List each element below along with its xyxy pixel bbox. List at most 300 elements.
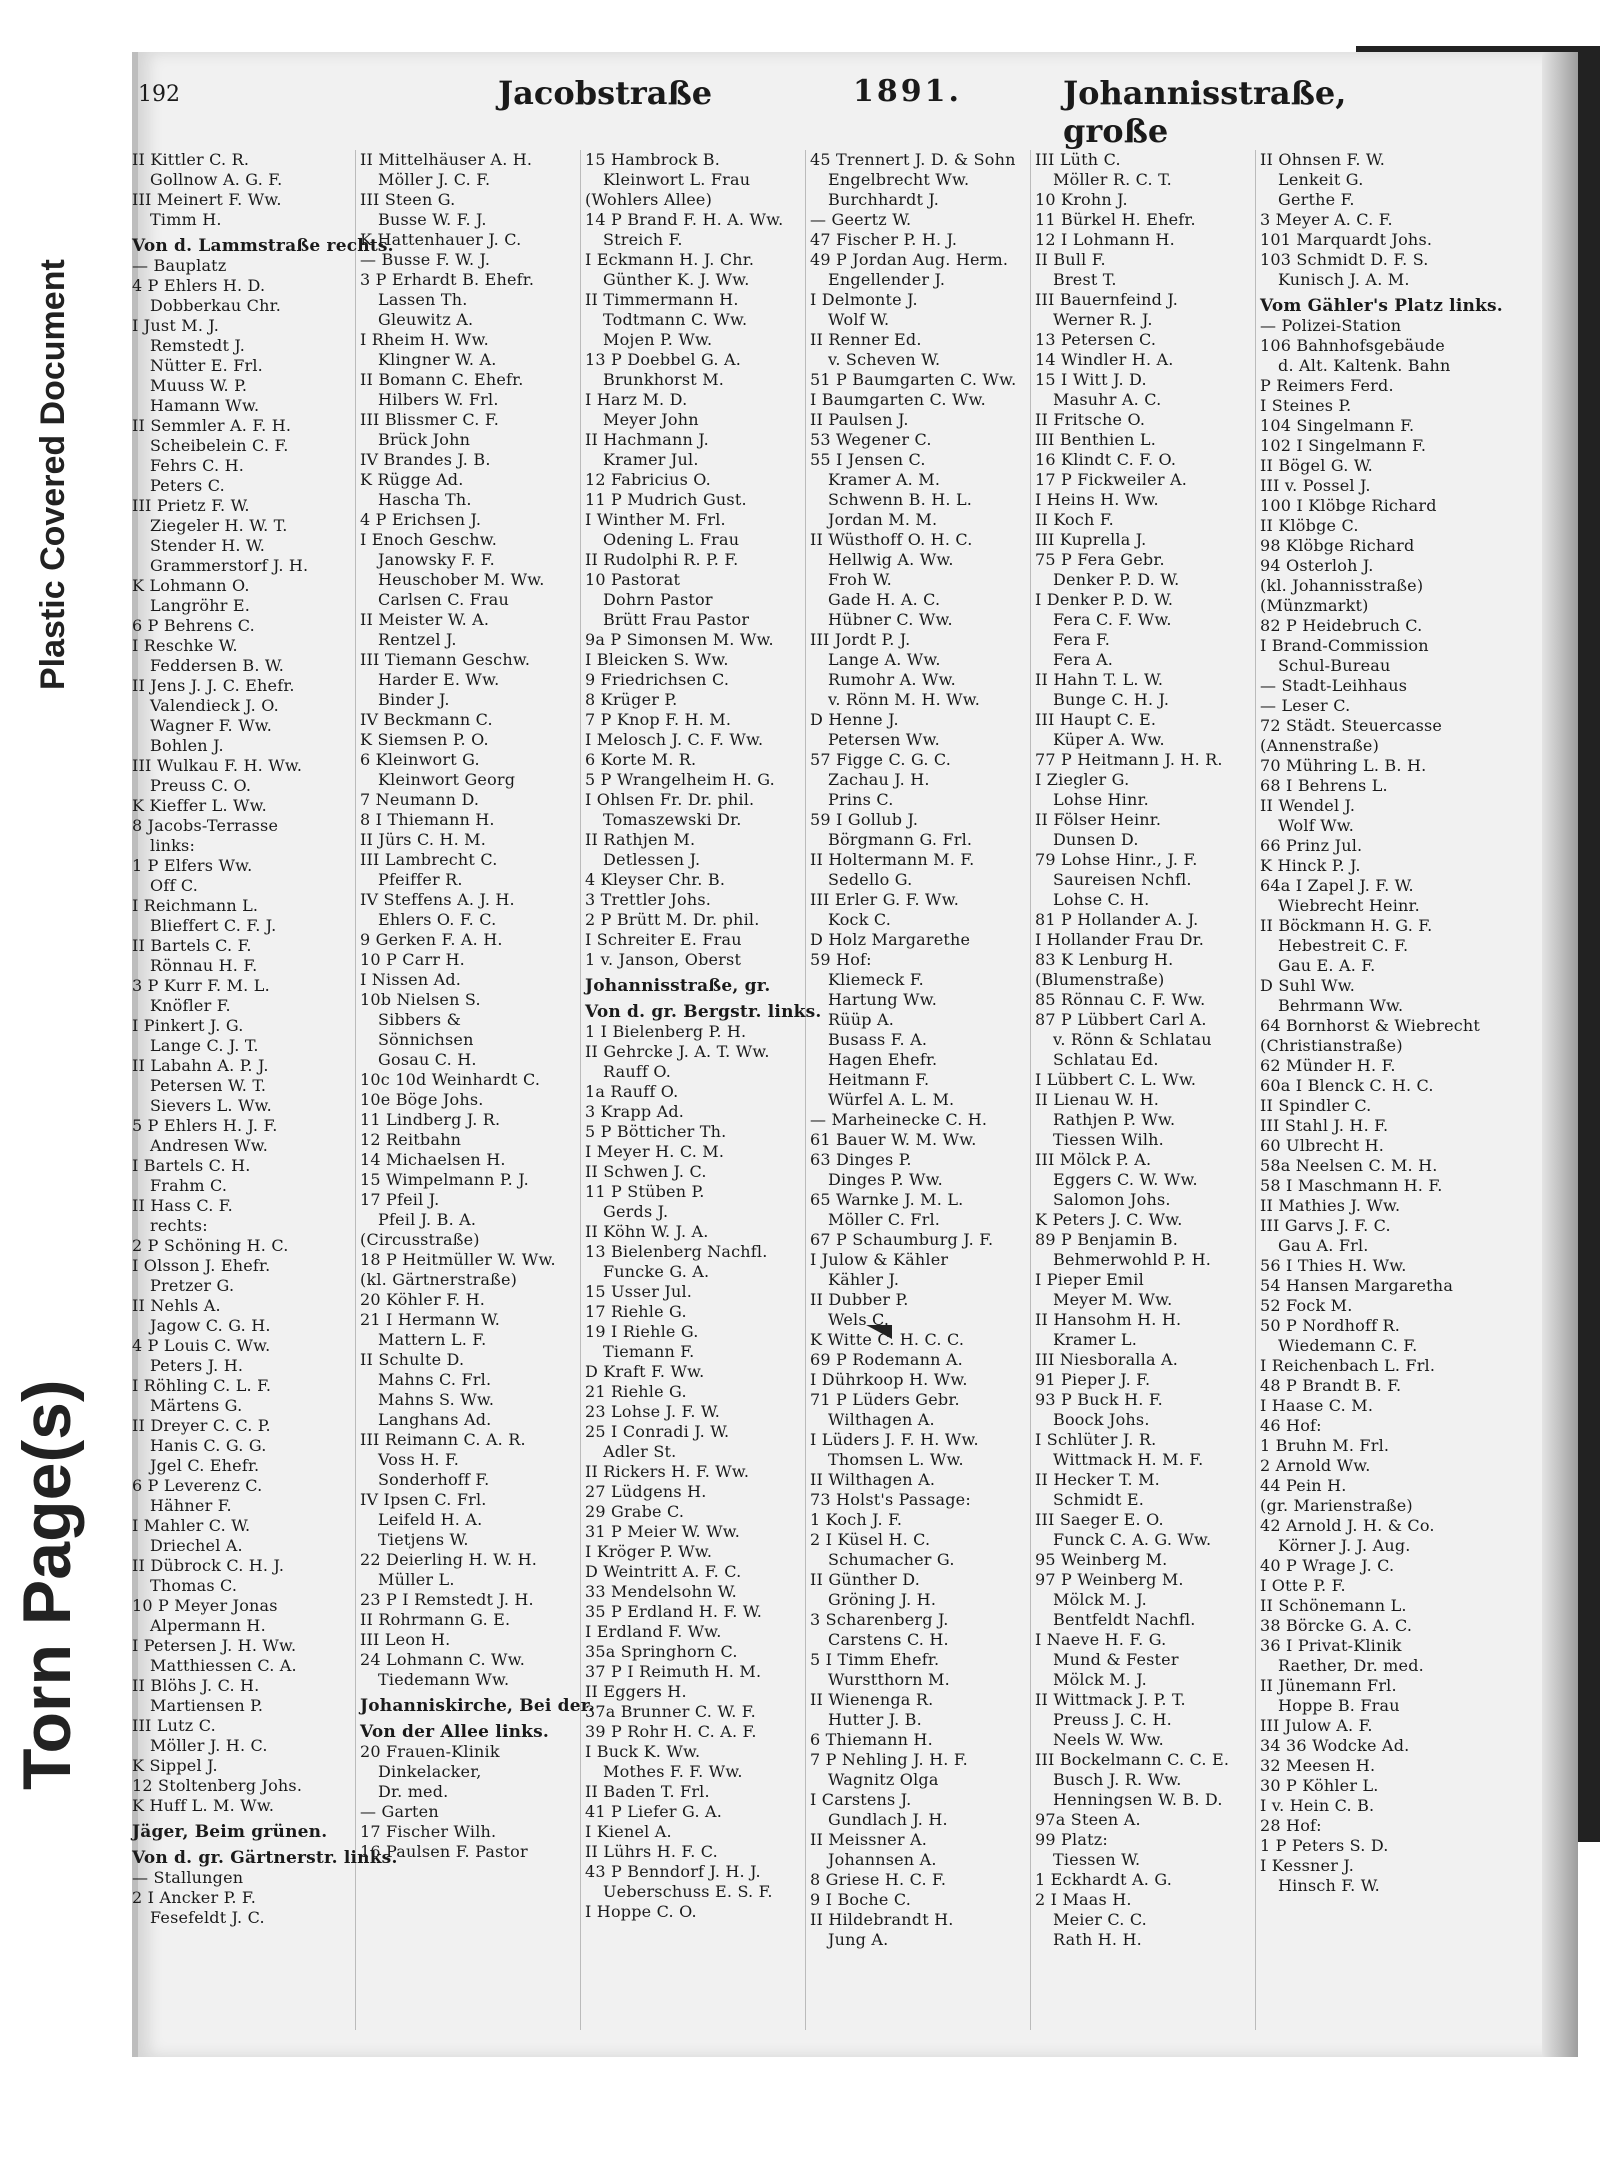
directory-entry: II Mittelhäuser A. H.	[360, 150, 533, 169]
directory-entry: — Polizei-Station	[1260, 316, 1402, 335]
directory-entry: 66 Prinz Jul.	[1260, 836, 1363, 855]
directory-entry: Feddersen B. W.	[150, 656, 285, 675]
directory-entry: 64 Bornhorst & Wiebrecht	[1260, 1016, 1481, 1035]
directory-entry: Gollnow A. G. F.	[150, 170, 283, 189]
directory-entry: 25 I Conradi J. W.	[585, 1422, 730, 1441]
directory-entry: 58a Neelsen C. M. H.	[1260, 1156, 1438, 1175]
directory-entry: 36 I Privat-Klinik	[1260, 1636, 1402, 1655]
directory-entry: Gau A. Frl.	[1278, 1236, 1369, 1255]
directory-entry: Kramer A. M.	[828, 470, 941, 489]
directory-entry: Busse W. F. J.	[378, 210, 487, 229]
directory-entry: Wiedemann C. F.	[1278, 1336, 1418, 1355]
directory-entry: 81 P Hollander A. J.	[1035, 910, 1199, 929]
directory-entry: II Wendel J.	[1260, 796, 1356, 815]
directory-entry: Jgel C. Ehefr.	[150, 1456, 260, 1475]
directory-entry: 61 Bauer W. M. Ww.	[810, 1130, 977, 1149]
directory-entry: I Melosch J. C. F. Ww.	[585, 730, 764, 749]
directory-entry: I Schlüter J. R.	[1035, 1430, 1157, 1449]
directory-entry: III v. Possel J.	[1260, 476, 1371, 495]
directory-entry: K Huff L. M. Ww.	[132, 1796, 275, 1815]
directory-entry: 3 Scharenberg J.	[810, 1610, 949, 1629]
directory-entry: Dunsen D.	[1053, 830, 1139, 849]
directory-entry: 14 Michaelsen H.	[360, 1150, 506, 1169]
directory-entry: I Carstens J.	[810, 1790, 912, 1809]
directory-entry: I Reichenbach L. Frl.	[1260, 1356, 1436, 1375]
directory-entry: III Saeger E. O.	[1035, 1510, 1164, 1529]
directory-entry: Hanis C. G. G.	[150, 1436, 267, 1455]
directory-entry: Hagen Ehefr.	[828, 1050, 938, 1069]
directory-entry: 28 Hof:	[1260, 1816, 1322, 1835]
directory-entry: Matthiessen C. A.	[150, 1656, 297, 1675]
directory-entry: K Witte C. H. C. C.	[810, 1330, 965, 1349]
directory-entry: Langröhr E.	[150, 596, 250, 615]
directory-entry: III Lambrecht C.	[360, 850, 498, 869]
directory-entry: 1 P Elfers Ww.	[132, 856, 253, 875]
directory-entry: III Mölck P. A.	[1035, 1150, 1152, 1169]
directory-entry: Mojen P. Ww.	[603, 330, 713, 349]
directory-entry: Froh W.	[828, 570, 892, 589]
directory-entry: I Haase C. M.	[1260, 1396, 1374, 1415]
directory-entry: Klingner W. A.	[378, 350, 497, 369]
directory-entry: II Blöhs J. C. H.	[132, 1676, 260, 1695]
directory-entry: Behmerwohld P. H.	[1053, 1250, 1212, 1269]
directory-entry: Todtmann C. Ww.	[603, 310, 748, 329]
directory-entry: 4 P Ehlers H. D.	[132, 276, 266, 295]
directory-entry: I Petersen J. H. Ww.	[132, 1636, 297, 1655]
directory-entry: 2 P Schöning H. C.	[132, 1236, 289, 1255]
directory-entry: Bohlen J.	[150, 736, 224, 755]
directory-entry: Küper A. Ww.	[1053, 730, 1165, 749]
directory-entry: Dobberkau Chr.	[150, 296, 282, 315]
directory-entry: II Fritsche O.	[1035, 410, 1146, 429]
directory-entry: Sonderhoff F.	[378, 1470, 490, 1489]
directory-entry: Henningsen W. B. D.	[1053, 1790, 1223, 1809]
directory-entry: Lange C. J. T.	[150, 1036, 259, 1055]
directory-entry: 5 P Wrangelheim H. G.	[585, 770, 775, 789]
directory-entry: I Dührkoop H. Ww.	[810, 1370, 968, 1389]
directory-entry: 38 Börcke G. A. C.	[1260, 1616, 1413, 1635]
directory-entry: III Blissmer C. F.	[360, 410, 499, 429]
directory-entry: II Dubber P.	[810, 1290, 909, 1309]
directory-entry: 41 P Liefer G. A.	[585, 1802, 723, 1821]
directory-entry: v. Rönn M. H. Ww.	[828, 690, 981, 709]
directory-entry: Kunisch J. A. M.	[1278, 270, 1410, 289]
directory-entry: I Eckmann H. J. Chr.	[585, 250, 755, 269]
directory-entry: 49 P Jordan Aug. Herm.	[810, 250, 1009, 269]
directory-entry: (Annenstraße)	[1260, 736, 1380, 755]
page-gutter	[1542, 52, 1578, 2057]
directory-entry: (Blumenstraße)	[1035, 970, 1165, 989]
directory-entry: 16 Paulsen F. Pastor	[360, 1842, 528, 1861]
directory-entry: Schlatau Ed.	[1053, 1050, 1159, 1069]
directory-entry: Mölck M. J.	[1053, 1670, 1147, 1689]
directory-entry: Meier C. C.	[1053, 1910, 1147, 1929]
directory-entry: IV Brandes J. B.	[360, 450, 491, 469]
directory-entry: Brück John	[378, 430, 471, 449]
directory-entry: II Wüsthoff O. H. C.	[810, 530, 973, 549]
directory-entry: 2 I Küsel H. C.	[810, 1530, 931, 1549]
directory-entry: I Röhling C. L. F.	[132, 1376, 272, 1395]
directory-entry: D Henne J.	[810, 710, 899, 729]
directory-entry: 11 Bürkel H. Ehefr.	[1035, 210, 1196, 229]
directory-entry: 15 Hambrock B.	[585, 150, 721, 169]
directory-entry: Engelbrecht Ww.	[828, 170, 970, 189]
directory-entry: III Benthien L.	[1035, 430, 1156, 449]
directory-entry: 15 I Witt J. D.	[1035, 370, 1147, 389]
directory-entry: II Köhn W. J. A.	[585, 1222, 709, 1241]
directory-entry: II Dübrock C. H. J.	[132, 1556, 285, 1575]
directory-entry: 106 Bahnhofsgebäude	[1260, 336, 1445, 355]
directory-entry: 10e Böge Johs.	[360, 1090, 484, 1109]
directory-entry: Carlsen C. Frau	[378, 590, 510, 609]
directory-entry: Von der Allee links.	[360, 1722, 550, 1742]
directory-entry: III Bockelmann C. C. E.	[1035, 1750, 1230, 1769]
directory-entry: 2 I Ancker P. F.	[132, 1888, 256, 1907]
directory-entry: I Otte P. F.	[1260, 1576, 1346, 1595]
directory-entry: 2 P Brütt M. Dr. phil.	[585, 910, 760, 929]
directory-entry: 1 Koch J. F.	[810, 1510, 903, 1529]
directory-entry: I Bleicken S. Ww.	[585, 650, 729, 669]
directory-entry: I Reichmann L.	[132, 896, 259, 915]
directory-entry: 2 I Maas H.	[1035, 1890, 1132, 1909]
directory-entry: 60a I Blenck C. H. C.	[1260, 1076, 1434, 1095]
directory-entry: II Dreyer C. C. P.	[132, 1416, 271, 1435]
directory-entry: Fehrs C. H.	[150, 456, 245, 475]
directory-entry: Petersen W. T.	[150, 1076, 267, 1095]
directory-entry: III Wulkau F. H. Ww.	[132, 756, 303, 775]
directory-column-3	[581, 150, 822, 2030]
directory-entry: 21 I Hermann W.	[360, 1310, 501, 1329]
directory-entry: Stender H. W.	[150, 536, 266, 555]
directory-entry: I Schreiter E. Frau	[585, 930, 742, 949]
directory-entry: Zachau J. H.	[828, 770, 930, 789]
directory-entry: III Lüth C.	[1035, 150, 1121, 169]
directory-entry: I Pinkert J. G.	[132, 1016, 244, 1035]
directory-entry: 4 P Erichsen J.	[360, 510, 482, 529]
directory-entry: Heitmann F.	[828, 1070, 930, 1089]
directory-entry: Scheibelein C. F.	[150, 436, 289, 455]
directory-entry: Sibbers &	[378, 1010, 462, 1029]
directory-entry: II Lienau W. H.	[1035, 1090, 1160, 1109]
directory-entry: Muuss W. P.	[150, 376, 248, 395]
directory-entry: Kramer L.	[1053, 1330, 1138, 1349]
directory-entry: 15 Wimpelmann P. J.	[360, 1170, 529, 1189]
directory-entry: I Reschke W.	[132, 636, 238, 655]
page-number: 192	[138, 82, 180, 107]
directory-entry: II Mathies J. Ww.	[1260, 1196, 1401, 1215]
directory-entry: Heuschober M. Ww.	[378, 570, 545, 589]
directory-entry: 71 P Lüders Gebr.	[810, 1390, 960, 1409]
directory-entry: Kleinwort Georg	[378, 770, 516, 789]
directory-entry: 35 P Erdland H. F. W.	[585, 1602, 762, 1621]
directory-entry: 100 I Klöbge Richard	[1260, 496, 1437, 515]
directory-entry: 4 Kleyser Chr. B.	[585, 870, 726, 889]
directory-entry: Von d. gr. Gärtnerstr. links.	[132, 1848, 398, 1868]
directory-entry: I Meyer H. C. M.	[585, 1142, 725, 1161]
directory-entry: III Erler G. F. Ww.	[810, 890, 959, 909]
directory-entry: v. Scheven W.	[828, 350, 941, 369]
directory-entry: 97a Steen A.	[1035, 1810, 1141, 1829]
directory-entry: II Bartels C. F.	[132, 936, 252, 955]
directory-entry: 67 P Schaumburg J. F.	[810, 1230, 994, 1249]
directory-entry: 14 Windler H. A.	[1035, 350, 1174, 369]
directory-entry: Odening L. Frau	[603, 530, 740, 549]
directory-entry: Driechel A.	[150, 1536, 243, 1555]
directory-entry: Bunge C. H. J.	[1053, 690, 1170, 709]
directory-entry: 9 Friedrichsen C.	[585, 670, 730, 689]
torn-corner-mark	[866, 1325, 892, 1339]
directory-entry: 30 P Köhler L.	[1260, 1776, 1379, 1795]
directory-entry: K Lohmann O.	[132, 576, 250, 595]
directory-entry: 79 Lohse Hinr., J. F.	[1035, 850, 1198, 869]
directory-entry: Schwenn B. H. L.	[828, 490, 973, 509]
directory-entry: Hoppe B. Frau	[1278, 1696, 1400, 1715]
directory-entry: 14 P Brand F. H. A. Ww.	[585, 210, 784, 229]
directory-entry: Saureisen Nchfl.	[1053, 870, 1192, 889]
directory-entry: 82 P Heidebruch C.	[1260, 616, 1423, 635]
directory-entry: II Ohnsen F. W.	[1260, 150, 1386, 169]
directory-entry: I Erdland F. Ww.	[585, 1622, 722, 1641]
directory-entry: Pretzer G.	[150, 1276, 235, 1295]
directory-entry: Bentfeldt Nachfl.	[1053, 1610, 1196, 1629]
directory-entry: II Hildebrandt H.	[810, 1910, 954, 1929]
directory-entry: Tomaszewski Dr.	[603, 810, 742, 829]
directory-entry: 13 Bielenberg Nachfl.	[585, 1242, 768, 1261]
directory-entry: Fera A.	[1053, 650, 1114, 669]
directory-entry: Raether, Dr. med.	[1278, 1656, 1424, 1675]
directory-entry: 12 Reitbahn	[360, 1130, 462, 1149]
directory-entry: — Busse F. W. J.	[360, 250, 491, 269]
directory-entry: — Stadt-Leihhaus	[1260, 676, 1408, 695]
directory-entry: 12 I Lohmann H.	[1035, 230, 1175, 249]
directory-entry: I Buck K. Ww.	[585, 1742, 701, 1761]
directory-entry: Rathjen P. Ww.	[1053, 1110, 1176, 1129]
directory-entry: Dr. med.	[378, 1782, 449, 1801]
directory-column-2	[356, 150, 595, 2030]
directory-entry: 6 P Behrens C.	[132, 616, 255, 635]
directory-entry: 85 Rönnau C. F. Ww.	[1035, 990, 1206, 1009]
directory-entry: III Bauernfeind J.	[1035, 290, 1179, 309]
directory-entry: Tiemann F.	[603, 1342, 695, 1361]
directory-entry: 10b Nielsen S.	[360, 990, 481, 1009]
directory-entry: I Mahler C. W.	[132, 1516, 251, 1535]
directory-entry: Lange A. Ww.	[828, 650, 941, 669]
directory-entry: I Kessner J.	[1260, 1856, 1354, 1875]
directory-entry: Wagner F. Ww.	[150, 716, 273, 735]
directory-column-6	[1256, 150, 1503, 2030]
directory-column-4	[806, 150, 1031, 2030]
directory-entry: Blieffert C. F. J.	[150, 916, 277, 935]
directory-entry: II Renner Ed.	[810, 330, 922, 349]
directory-entry: II Fölser Heinr.	[1035, 810, 1162, 829]
directory-entry: 22 Deierling H. W. H.	[360, 1550, 538, 1569]
directory-entry: Boock Johs.	[1053, 1410, 1150, 1429]
directory-entry: II Meister W. A.	[360, 610, 490, 629]
directory-entry: 44 Pein H.	[1260, 1476, 1347, 1495]
directory-entry: 21 Riehle G.	[585, 1382, 687, 1401]
directory-entry: I Hollander Frau Dr.	[1035, 930, 1204, 949]
directory-entry: Wolf Ww.	[1278, 816, 1355, 835]
directory-entry: 73 Holst's Passage:	[810, 1490, 971, 1509]
directory-entry: Johanniskirche, Bei der.	[360, 1696, 595, 1716]
directory-entry: D Weintritt A. F. C.	[585, 1562, 742, 1581]
directory-entry: Schmidt E.	[1053, 1490, 1145, 1509]
directory-entry: 12 Fabricius O.	[585, 470, 711, 489]
directory-entry: Funcke G. A.	[603, 1262, 710, 1281]
directory-entry: I Lüders J. F. H. Ww.	[810, 1430, 979, 1449]
directory-entry: Pfeil J. B. A.	[378, 1210, 477, 1229]
directory-entry: IV Ipsen C. Frl.	[360, 1490, 487, 1509]
directory-entry: Dohrn Pastor	[603, 590, 713, 609]
directory-entry: 20 Frauen-Klinik	[360, 1742, 500, 1761]
directory-entry: (kl. Gärtnerstraße)	[360, 1270, 518, 1289]
directory-entry: Schul-Bureau	[1278, 656, 1391, 675]
directory-entry: K Siemsen P. O.	[360, 730, 489, 749]
directory-entry: K Peters J. C. Ww.	[1035, 1210, 1183, 1229]
directory-entry: II Schulte D.	[360, 1350, 465, 1369]
directory-entry: Grammerstorf J. H.	[150, 556, 309, 575]
directory-entry: Wolf W.	[828, 310, 890, 329]
directory-entry: 55 I Jensen C.	[810, 450, 926, 469]
directory-entry: Detlessen J.	[603, 850, 701, 869]
directory-entry: Lassen Th.	[378, 290, 468, 309]
directory-entry: I Bartels C. H.	[132, 1156, 251, 1175]
directory-entry: 35a Springhorn C.	[585, 1642, 738, 1661]
directory-entry: II Eggers H.	[585, 1682, 687, 1701]
directory-entry: 48 P Brandt B. F.	[1260, 1376, 1402, 1395]
directory-entry: I Kienel A.	[585, 1822, 672, 1841]
directory-entry: 39 P Rohr H. C. A. F.	[585, 1722, 757, 1741]
directory-entry: Mölck M. J.	[1053, 1590, 1147, 1609]
directory-entry: Carstens C. H.	[828, 1630, 949, 1649]
directory-entry: 3 Krapp Ad.	[585, 1102, 685, 1121]
directory-entry: II Labahn A. P. J.	[132, 1056, 269, 1075]
directory-entry: III Leon H.	[360, 1630, 451, 1649]
directory-entry: 104 Singelmann F.	[1260, 416, 1415, 435]
directory-entry: Frahm C.	[150, 1176, 228, 1195]
directory-entry: D Holz Margarethe	[810, 930, 971, 949]
directory-entry: Kramer Jul.	[603, 450, 699, 469]
directory-entry: Langhans Ad.	[378, 1410, 492, 1429]
directory-entry: Hutter J. B.	[828, 1710, 922, 1729]
directory-entry: 10 P Carr H.	[360, 950, 465, 969]
directory-entry: I v. Hein C. B.	[1260, 1796, 1375, 1815]
directory-entry: 40 P Wrage J. C.	[1260, 1556, 1395, 1575]
directory-entry: 10 Krohn J.	[1035, 190, 1128, 209]
directory-entry: Hübner C. Ww.	[828, 610, 953, 629]
directory-entry: Voss H. F.	[378, 1450, 460, 1469]
directory-entry: Hilbers W. Frl.	[378, 390, 499, 409]
directory-entry: 37a Brunner C. W. F.	[585, 1702, 756, 1721]
directory-entry: I Kröger P. Ww.	[585, 1542, 713, 1561]
directory-entry: 59 I Gollub J.	[810, 810, 919, 829]
directory-entry: II Spindler C.	[1260, 1096, 1372, 1115]
directory-entry: 68 I Behrens L.	[1260, 776, 1388, 795]
directory-entry: Brütt Frau Pastor	[603, 610, 750, 629]
directory-entry: II Hahn T. L. W.	[1035, 670, 1164, 689]
directory-entry: Gosau C. H.	[378, 1050, 477, 1069]
directory-entry: — Marheinecke C. H.	[810, 1110, 988, 1129]
directory-entry: Peters C.	[150, 476, 225, 495]
directory-entry: D Kraft F. Ww.	[585, 1362, 705, 1381]
directory-entry: Brunkhorst M.	[603, 370, 725, 389]
directory-entry: II Lührs H. F. C.	[585, 1842, 718, 1861]
directory-entry: II Semmler A. F. H.	[132, 416, 292, 435]
directory-entry: Streich F.	[603, 230, 683, 249]
directory-entry: II Rudolphi R. P. F.	[585, 550, 739, 569]
directory-entry: rechts:	[150, 1216, 208, 1235]
directory-entry: 34 36 Wodcke Ad.	[1260, 1736, 1410, 1755]
header-year: 1891.	[853, 74, 962, 109]
directory-entry: III Jordt P. J.	[810, 630, 911, 649]
directory-entry: Harder E. Ww.	[378, 670, 500, 689]
directory-entry: d. Alt. Kaltenk. Bahn	[1278, 356, 1451, 375]
directory-entry: 6 Thiemann H.	[810, 1730, 933, 1749]
directory-entry: — Bauplatz	[132, 256, 227, 275]
directory-entry: Lenkeit G.	[1278, 170, 1364, 189]
directory-entry: 8 Griese H. C. F.	[810, 1870, 947, 1889]
directory-entry: — Stallungen	[132, 1868, 244, 1887]
directory-column-5	[1031, 150, 1256, 2030]
directory-entry: Gerds J.	[603, 1202, 669, 1221]
directory-entry: 60 Ulbrecht H.	[1260, 1136, 1385, 1155]
directory-entry: 17 Riehle G.	[585, 1302, 687, 1321]
directory-entry: 5 P Bötticher Th.	[585, 1122, 727, 1141]
directory-entry: Tietjens W.	[378, 1530, 469, 1549]
directory-entry: Lohse C. H.	[1053, 890, 1150, 909]
directory-entry: 101 Marquardt Johs.	[1260, 230, 1433, 249]
directory-entry: I Ziegler G.	[1035, 770, 1130, 789]
directory-entry: 9a P Simonsen M. Ww.	[585, 630, 774, 649]
directory-entry: 47 Fischer P. H. J.	[810, 230, 958, 249]
directory-entry: 10 Pastorat	[585, 570, 681, 589]
directory-entry: 7 P Nehling J. H. F.	[810, 1750, 968, 1769]
directory-entry: II Gehrcke J. A. T. Ww.	[585, 1042, 770, 1061]
page-header	[128, 70, 1358, 150]
directory-entry: Hebestreit C. F.	[1278, 936, 1409, 955]
directory-entry: I Lübbert C. L. Ww.	[1035, 1070, 1197, 1089]
directory-entry: II Paulsen J.	[810, 410, 909, 429]
directory-entry: Wiebrecht Heinr.	[1278, 896, 1420, 915]
directory-entry: I Hoppe C. O.	[585, 1902, 697, 1921]
directory-entry: 7 P Knop F. H. M.	[585, 710, 732, 729]
directory-entry: II Holtermann M. F.	[810, 850, 975, 869]
directory-entry: 10 P Meyer Jonas	[132, 1596, 278, 1615]
directory-entry: III Kuprella J.	[1035, 530, 1147, 549]
directory-entry: 8 Krüger P.	[585, 690, 678, 709]
directory-entry: 99 Platz:	[1035, 1830, 1108, 1849]
directory-entry: III Lutz C.	[132, 1716, 216, 1735]
directory-entry: Körner J. J. Aug.	[1278, 1536, 1411, 1555]
directory-entry: II Baden T. Frl.	[585, 1782, 710, 1801]
directory-entry: Mattern L. F.	[378, 1330, 487, 1349]
directory-entry: 37 P I Reimuth H. M.	[585, 1662, 762, 1681]
directory-entry: Masuhr A. C.	[1053, 390, 1162, 409]
directory-entry: Martiensen P.	[150, 1696, 264, 1715]
directory-entry: Kock C.	[828, 910, 892, 929]
directory-entry: II Schönemann L.	[1260, 1596, 1407, 1615]
directory-entry: III Julow A. F.	[1260, 1716, 1373, 1735]
directory-entry: 17 Pfeil J.	[360, 1190, 440, 1209]
directory-entry: II Bull F.	[1035, 250, 1106, 269]
directory-entry: 1 Eckhardt A. G.	[1035, 1870, 1173, 1889]
directory-entry: — Leser C.	[1260, 696, 1351, 715]
directory-entry: Wagnitz Olga	[828, 1770, 939, 1789]
directory-entry: III Meinert F. Ww.	[132, 190, 282, 209]
directory-entry: 53 Wegener C.	[810, 430, 932, 449]
directory-entry: 17 Fischer Wilh.	[360, 1822, 497, 1841]
directory-entry: Hartung Ww.	[828, 990, 938, 1009]
